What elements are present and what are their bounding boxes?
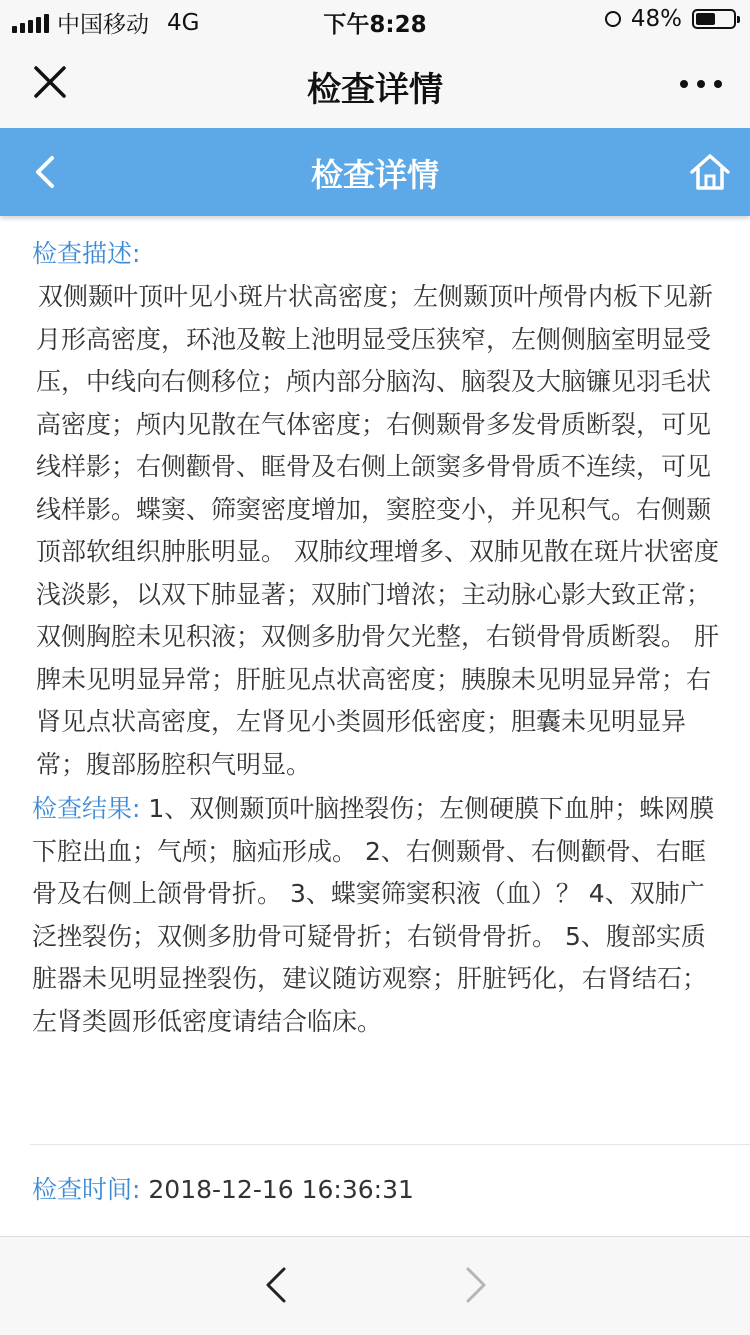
chevron-left-icon[interactable]	[262, 1265, 292, 1305]
wechat-title: 检查详情	[307, 70, 443, 110]
result-text: 1、双侧颞顶叶脑挫裂伤；左侧硬膜下血肿；蛛网膜下腔出血；气颅；脑疝形成。 2、右侧颞骨、右侧颧骨、右眶骨及右侧上颌骨骨折。 3、蝶窦筛窦积液（血）？ 4、双肺广泛挫裂伤；双侧多肋骨可疑骨折；右锁骨骨折。 5、腹部实质脏器未见明显挫裂伤，建议随访观察；肝脏钙化，右肾结石；左肾类圆形低密度请结合临床。	[32, 794, 715, 1036]
network-label: 4G	[167, 9, 200, 36]
divider	[30, 1144, 750, 1145]
description-text: 双侧颞叶顶叶见小斑片状高密度；左侧颞顶叶颅骨内板下见新月形高密度，环池及鞍上池明显受压狭窄，左侧侧脑室明显受压，中线向右侧移位；颅内部分脑沟、脑裂及大脑镰见羽毛状高密度；颅内见散在气体密度；右侧颞骨多发骨质断裂，可见线样影；右侧颧骨、眶骨及右侧上颌窦多骨骨质不连续，可见线样影。蝶窦、筛窦密度增加，窦腔变小，并见积气。右侧颞顶部软组织肿胀明显。 双肺纹理增多、双肺见散在斑片状密度浅淡影，以双下肺显著；双肺门增浓；主动脉心影大致正常；双侧胸腔未见积液；双侧多肋骨欠光整，右锁骨骨质断裂。 肝脾未见明显异常；肝脏见点状高密度；胰腺未见明显异常；右肾见点状高密度，左肾见小类圆形低密度；胆囊未见明显异常；腹部肠腔积气明显。	[36, 282, 719, 779]
battery-icon	[692, 9, 736, 29]
time-value: 2018-12-16 16:36:31	[140, 1175, 414, 1204]
exam-time-row	[32, 1168, 414, 1212]
status-bar	[0, 0, 750, 40]
time-label: 检查时间:	[32, 1175, 141, 1204]
home-icon[interactable]	[688, 150, 732, 194]
battery-percent: 48%	[630, 6, 682, 32]
wechat-nav-bar	[0, 40, 750, 128]
result-section	[32, 788, 722, 1043]
page-title: 检查详情	[310, 156, 439, 194]
app-header	[0, 128, 750, 216]
status-right	[605, 6, 736, 32]
clock: 下午8:28	[323, 12, 427, 38]
carrier-label: 中国移动	[57, 12, 149, 38]
result-label: 检查结果:	[32, 794, 141, 823]
exam-detail	[32, 232, 722, 1043]
browser-bottom-bar	[0, 1236, 750, 1335]
chevron-right-icon[interactable]	[460, 1265, 490, 1305]
more-icon[interactable]	[680, 80, 722, 88]
alarm-icon	[605, 11, 621, 27]
description-section	[32, 232, 722, 276]
description-label: 检查描述:	[32, 239, 141, 268]
